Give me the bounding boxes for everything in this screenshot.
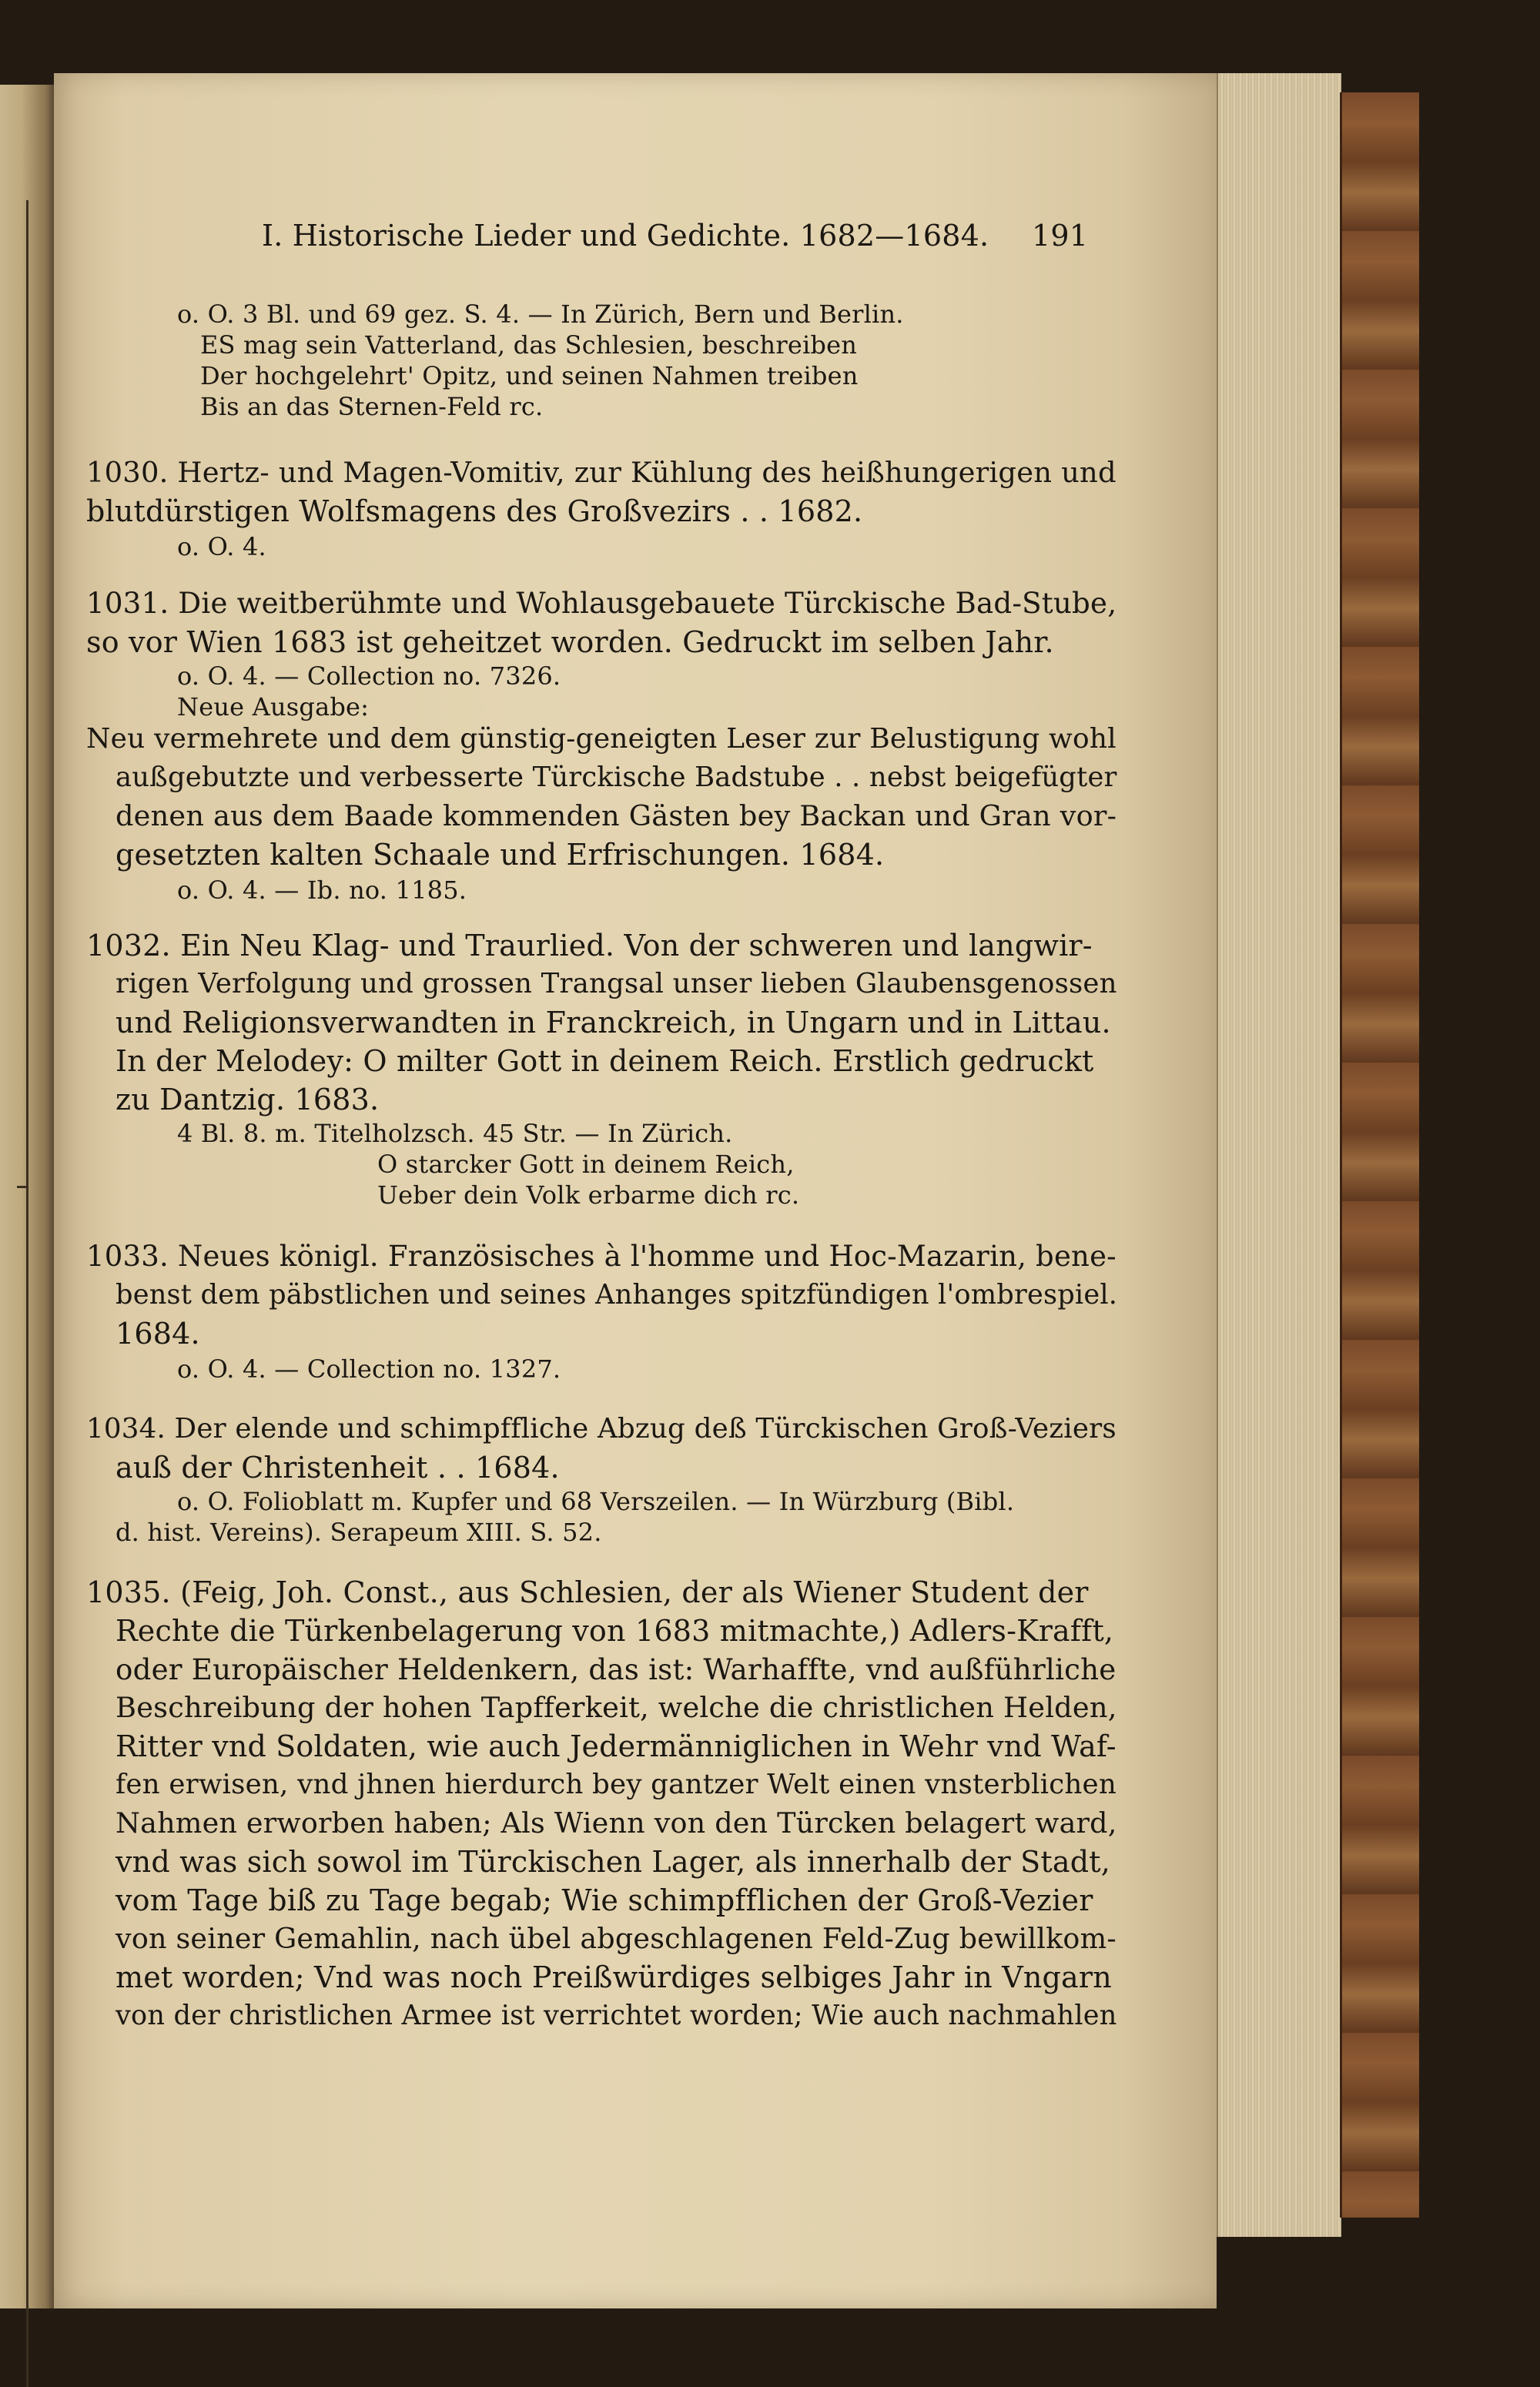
entry-1035-cont: vom Tage biß zu Tage begab; Wie schimpfflichen der Groß-Vezier <box>116 1883 1093 1917</box>
new-edition-text: Neu vermehrete und dem günstig-geneigten Leser zur Belustigung wohl <box>86 723 1116 755</box>
entry-1034-cont: auß der Christenheit . . 1684. <box>116 1451 560 1485</box>
facing-page-edge <box>0 85 54 2308</box>
entry-1032-note: 4 Bl. 8. m. Titelholzsch. 45 Str. — In Zürich. <box>177 1119 733 1148</box>
entry-1031-cont: so vor Wien 1683 ist geheitzet worden. Gedruckt im selben Jahr. <box>86 625 1054 659</box>
entry-1034-note: o. O. Folioblatt m. Kupfer und 68 Verszeilen. — In Würzburg (Bibl. <box>177 1487 1015 1516</box>
new-edition-note: o. O. 4. — Ib. no. 1185. <box>177 875 467 905</box>
entry-1033-cont: 1684. <box>116 1317 200 1351</box>
facing-page-mark <box>17 1186 28 1188</box>
entry-1035: 1035. (Feig, Joh. Const., aus Schlesien, der als Wiener Student der <box>86 1575 1089 1609</box>
entry-1032: 1032. Ein Neu Klag- und Traurlied. Von der schweren und langwir- <box>86 929 1093 962</box>
page-number: 191 <box>1032 219 1089 253</box>
entry-1032-cont: und Religionsverwandten in Franckreich, in Ungarn und in Littau. <box>116 1006 1111 1040</box>
entry-1035-cont: Rechte die Türkenbelagerung von 1683 mitmachte,) Adlers-Krafft, <box>116 1614 1114 1648</box>
entry-1033: 1033. Neues königl. Französisches à l'homme und Hoc-Mazarin, bene- <box>86 1240 1116 1273</box>
running-title: I. Historische Lieder und Gedichte. 1682—1684. <box>262 219 989 253</box>
entry-1035-cont: fen erwisen, vnd jhnen hierdurch bey gantzer Welt einen vnsterblichen <box>116 1769 1116 1800</box>
book-cover-edge <box>1340 92 1419 2218</box>
entry-1032-cont: rigen Verfolgung und grossen Trangsal unser lieben Glaubensgenossen <box>116 968 1117 999</box>
entry-1031: 1031. Die weitberühmte und Wohlausgebauete Türckische Bad-Stube, <box>86 587 1117 620</box>
new-edition-text: gesetzten kalten Schaale und Erfrischungen. 1684. <box>116 838 885 872</box>
page-edges <box>1217 73 1341 2237</box>
entry-1033-note: o. O. 4. — Collection no. 1327. <box>177 1354 561 1384</box>
new-edition-text: denen aus dem Baade kommenden Gästen bey Backan und Gran vor- <box>116 799 1117 832</box>
entry-1030-note: o. O. 4. <box>177 532 266 561</box>
verse-line: Der hochgelehrt' Opitz, und seinen Nahmen treiben <box>200 361 859 390</box>
entry-1031-note: o. O. 4. — Collection no. 7326. <box>177 661 561 691</box>
entry-1035-cont: oder Europäischer Heldenkern, das ist: Warhaffte, vnd außführliche <box>116 1652 1116 1686</box>
entry-1035-cont: Nahmen erworben haben; Als Wienn von den Türcken belagert ward, <box>116 1806 1117 1840</box>
entry-1029-note: o. O. 3 Bl. und 69 gez. S. 4. — In Zürich, Bern und Berlin. <box>177 300 904 329</box>
entry-1034: 1034. Der elende und schimpffliche Abzug deß Türckischen Groß-Veziers <box>86 1413 1116 1445</box>
entry-1033-cont: benst dem päbstlichen und seines Anhanges spitzfündigen l'ombrespiel. <box>116 1279 1118 1311</box>
entry-1034-note: d. hist. Vereins). Serapeum XIII. S. 52. <box>116 1518 602 1547</box>
entry-1030-cont: blutdürstigen Wolfsmagens des Großvezirs . . 1682. <box>86 494 863 528</box>
entry-1035-cont: Ritter vnd Soldaten, wie auch Jedermänniglichen in Wehr vnd Waf- <box>116 1729 1116 1763</box>
entry-1035-cont: von seiner Gemahlin, nach übel abgeschlagenen Feld-Zug bewillkom- <box>116 1922 1116 1955</box>
new-edition-text: außgebutzte und verbesserte Türckische Badstube . . nebst beigefügter <box>116 762 1117 793</box>
verse-line: O starcker Gott in deinem Reich, <box>377 1150 795 1179</box>
entry-1035-cont: met worden; Vnd was noch Preißwürdiges selbiges Jahr in Vngarn <box>116 1960 1112 1994</box>
verse-line: ES mag sein Vatterland, das Schlesien, beschreiben <box>200 330 858 360</box>
verse-line: Bis an das Sternen-Feld rc. <box>200 392 544 421</box>
entry-1035-cont: Beschreibung der hohen Tapfferkeit, welche die christlichen Helden, <box>116 1691 1117 1724</box>
verse-line: Ueber dein Volk erbarme dich rc. <box>377 1180 800 1210</box>
entry-1035-cont: vnd was sich sowol im Türckischen Lager, als innerhalb der Stadt, <box>116 1845 1110 1879</box>
facing-page-rule <box>0 200 28 2387</box>
entry-1030: 1030. Hertz- und Magen-Vomitiv, zur Kühlung des heißhungerigen und <box>86 456 1116 489</box>
entry-1032-cont: In der Melodey: O milter Gott in deinem Reich. Erstlich gedruckt <box>116 1044 1094 1078</box>
entry-1035-cont: von der christlichen Armee ist verrichtet worden; Wie auch nachmahlen <box>116 2000 1117 2031</box>
entry-1032-cont: zu Dantzig. 1683. <box>116 1083 380 1116</box>
new-edition-label: Neue Ausgabe: <box>177 692 370 721</box>
